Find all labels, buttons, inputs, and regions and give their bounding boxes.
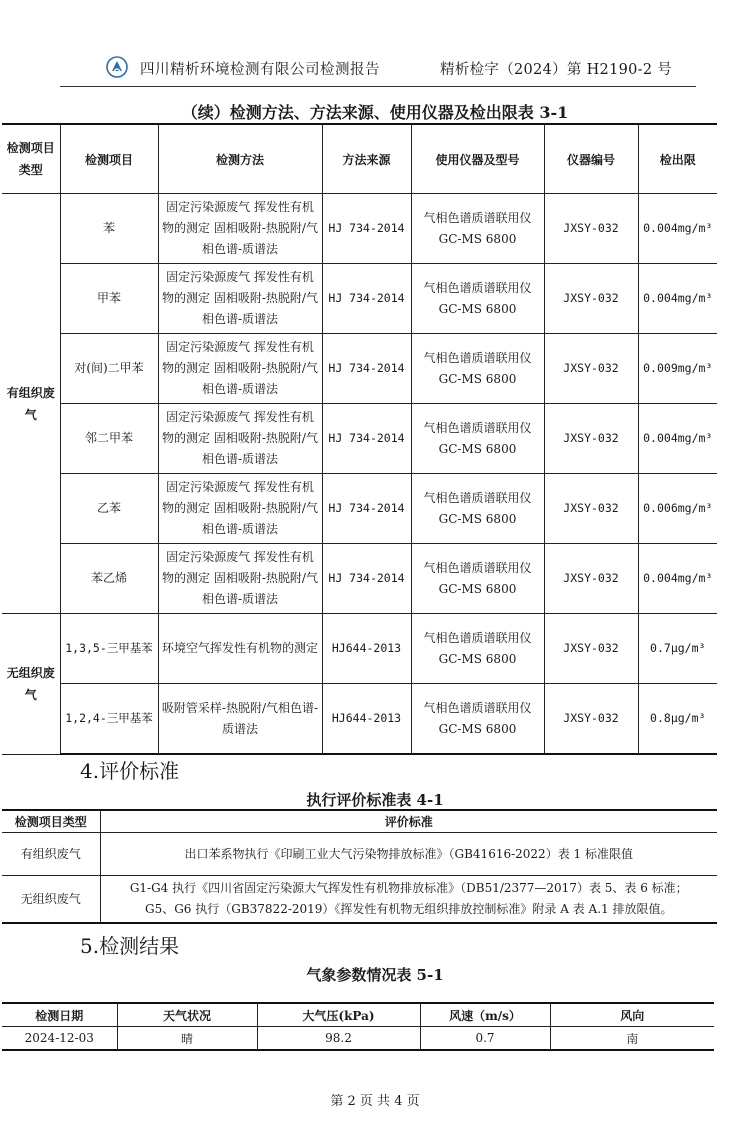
standard-cell: 出口苯系物执行《印刷工业大气污染物排放标准》（GB41616-2022）表 1 标准限值 — [100, 833, 717, 876]
pressure-cell: 98.2 — [257, 1027, 420, 1051]
category-cell: 无组织废气 — [2, 614, 60, 755]
limit-cell: 0.004mg/m³ — [638, 264, 717, 334]
item-cell: 苯 — [60, 194, 158, 264]
source-cell: HJ644-2013 — [322, 684, 411, 755]
item-cell: 甲苯 — [60, 264, 158, 334]
header-pressure: 大气压(kPa) — [257, 1003, 420, 1027]
item-cell: 1,3,5-三甲基苯 — [60, 614, 158, 684]
instrument-cell: 气相色谱质谱联用仪 GC-MS 6800 — [411, 334, 544, 404]
method-cell: 固定污染源废气 挥发性有机物的测定 固相吸附-热脱附/气相色谱-质谱法 — [158, 264, 322, 334]
item-cell: 1,2,4-三甲基苯 — [60, 684, 158, 755]
header-wind-speed: 风速（m/s） — [420, 1003, 550, 1027]
table-header-row — [2, 1003, 714, 1027]
source-cell: HJ644-2013 — [322, 614, 411, 684]
header-item: 检测项目 — [60, 124, 158, 194]
standard-line: G5、G6 执行（GB37822-2019）《挥发性有机物无组织排放控制标准》附录 A 表 A.1 排放限值。 — [145, 902, 673, 916]
method-cell: 环境空气挥发性有机物的测定 — [158, 614, 322, 684]
section-5-heading: 5.检测结果 — [80, 934, 180, 958]
category-cell: 无组织废气 — [2, 876, 100, 924]
code-cell: JXSY-032 — [544, 264, 638, 334]
limit-cell: 0.004mg/m³ — [638, 194, 717, 264]
instrument-cell: 气相色谱质谱联用仪 GC-MS 6800 — [411, 474, 544, 544]
header-standard: 评价标准 — [100, 810, 717, 833]
limit-cell: 0.006mg/m³ — [638, 474, 717, 544]
instrument-cell: 气相色谱质谱联用仪 GC-MS 6800 — [411, 614, 544, 684]
method-cell: 固定污染源废气 挥发性有机物的测定 固相吸附-热脱附/气相色谱-质谱法 — [158, 194, 322, 264]
table-row — [2, 544, 717, 614]
category-cell: 有组织废气 — [2, 194, 60, 614]
report-number: 精析检字（2024）第 H2190-2 号 — [440, 62, 673, 78]
table-row — [2, 614, 717, 684]
section-4-heading: 4.评价标准 — [80, 759, 180, 783]
method-cell: 吸附管采样-热脱附/气相色谱-质谱法 — [158, 684, 322, 755]
header-method: 检测方法 — [158, 124, 322, 194]
header-instrument: 使用仪器及型号 — [411, 124, 544, 194]
weather-cell: 晴 — [117, 1027, 257, 1051]
table-row — [2, 194, 717, 264]
standards-table — [2, 809, 717, 924]
table-5-1-title: 气象参数情况表 5-1 — [306, 966, 444, 984]
table-row — [2, 334, 717, 404]
standard-line: G1-G4 执行《四川省固定污染源大气挥发性有机物排放标准》（DB51/2377—2017）表 5、表 6 标准； — [129, 881, 688, 895]
source-cell: HJ 734-2014 — [322, 194, 411, 264]
table-row — [2, 833, 717, 876]
table-row — [2, 264, 717, 334]
table-4-1-title: 执行评价标准表 4-1 — [306, 791, 444, 809]
item-cell: 邻二甲苯 — [60, 404, 158, 474]
wind-speed-cell: 0.7 — [420, 1027, 550, 1051]
table-header-row — [2, 810, 717, 833]
header-source: 方法来源 — [322, 124, 411, 194]
source-cell: HJ 734-2014 — [322, 544, 411, 614]
source-cell: HJ 734-2014 — [322, 474, 411, 544]
code-cell: JXSY-032 — [544, 544, 638, 614]
limit-cell: 0.009mg/m³ — [638, 334, 717, 404]
method-cell: 固定污染源废气 挥发性有机物的测定 固相吸附-热脱附/气相色谱-质谱法 — [158, 474, 322, 544]
code-cell: JXSY-032 — [544, 684, 638, 755]
company-logo-icon — [106, 56, 128, 78]
limit-cell: 0.8μg/m³ — [638, 684, 717, 755]
source-cell: HJ 734-2014 — [322, 404, 411, 474]
code-cell: JXSY-032 — [544, 334, 638, 404]
header-limit: 检出限 — [638, 124, 717, 194]
instrument-cell: 气相色谱质谱联用仪 GC-MS 6800 — [411, 404, 544, 474]
item-cell: 对(间)二甲苯 — [60, 334, 158, 404]
wind-direction-cell: 南 — [550, 1027, 714, 1051]
header-category: 检测项目类型 — [2, 124, 60, 194]
code-cell: JXSY-032 — [544, 474, 638, 544]
table-row — [2, 684, 717, 755]
instrument-cell: 气相色谱质谱联用仪 GC-MS 6800 — [411, 264, 544, 334]
standard-cell — [100, 876, 717, 924]
method-cell: 固定污染源废气 挥发性有机物的测定 固相吸附-热脱附/气相色谱-质谱法 — [158, 544, 322, 614]
limit-cell: 0.004mg/m³ — [638, 544, 717, 614]
table-row — [2, 876, 717, 924]
header-divider — [60, 86, 696, 87]
code-cell: JXSY-032 — [544, 194, 638, 264]
source-cell: HJ 734-2014 — [322, 334, 411, 404]
header-code: 仪器编号 — [544, 124, 638, 194]
header-wind-direction: 风向 — [550, 1003, 714, 1027]
header-category: 检测项目类型 — [2, 810, 100, 833]
item-cell: 乙苯 — [60, 474, 158, 544]
code-cell: JXSY-032 — [544, 404, 638, 474]
report-header — [0, 54, 750, 82]
instrument-cell: 气相色谱质谱联用仪 GC-MS 6800 — [411, 194, 544, 264]
table-3-1-title: （续）检测方法、方法来源、使用仪器及检出限表 3-1 — [181, 103, 569, 122]
table-row — [2, 474, 717, 544]
date-cell: 2024-12-03 — [2, 1027, 117, 1051]
method-cell: 固定污染源废气 挥发性有机物的测定 固相吸附-热脱附/气相色谱-质谱法 — [158, 404, 322, 474]
category-cell: 有组织废气 — [2, 833, 100, 876]
header-date: 检测日期 — [2, 1003, 117, 1027]
table-header-row — [2, 124, 717, 194]
table-row — [2, 1027, 714, 1051]
limit-cell: 0.7μg/m³ — [638, 614, 717, 684]
source-cell: HJ 734-2014 — [322, 264, 411, 334]
instrument-cell: 气相色谱质谱联用仪 GC-MS 6800 — [411, 684, 544, 755]
company-name: 四川精析环境检测有限公司检测报告 — [140, 62, 380, 78]
table-row — [2, 404, 717, 474]
instrument-cell: 气相色谱质谱联用仪 GC-MS 6800 — [411, 544, 544, 614]
weather-table — [2, 1002, 714, 1051]
limit-cell: 0.004mg/m³ — [638, 404, 717, 474]
methods-table — [2, 123, 717, 755]
code-cell: JXSY-032 — [544, 614, 638, 684]
header-weather: 天气状况 — [117, 1003, 257, 1027]
method-cell: 固定污染源废气 挥发性有机物的测定 固相吸附-热脱附/气相色谱-质谱法 — [158, 334, 322, 404]
page-number: 第 2 页 共 4 页 — [330, 1094, 420, 1109]
item-cell: 苯乙烯 — [60, 544, 158, 614]
